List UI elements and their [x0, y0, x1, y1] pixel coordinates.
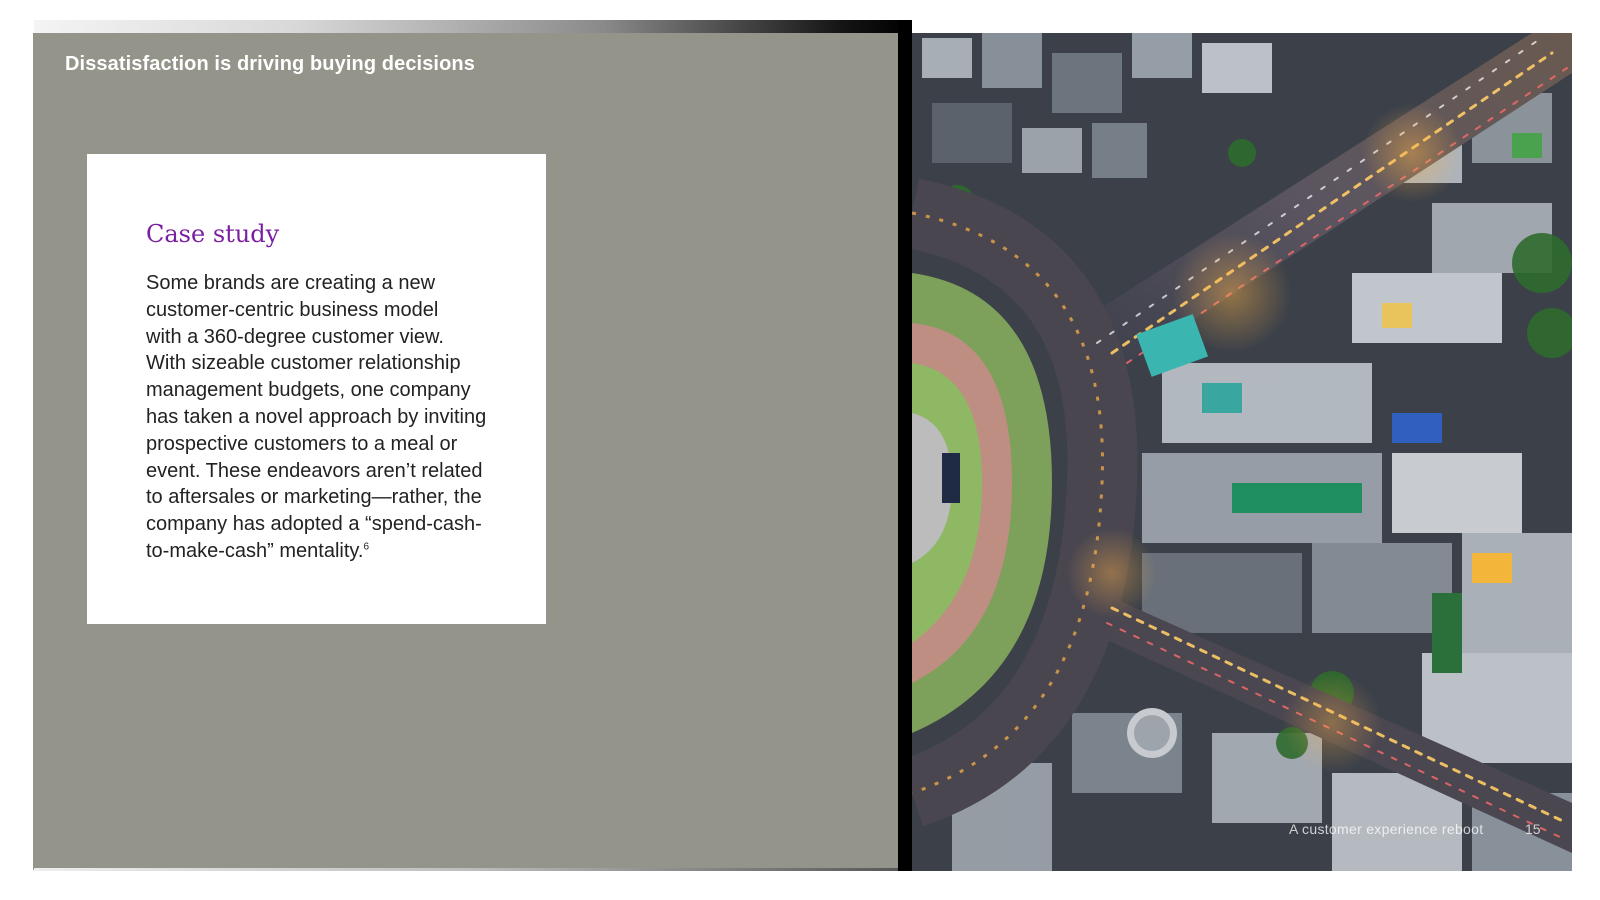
case-study-body [146, 270, 506, 565]
body-line: Some brands are creating a new [146, 272, 436, 294]
body-line: company has adopted a “spend-cash- [146, 513, 482, 536]
aerial-city-photo [912, 33, 1572, 871]
page-number: 15 [1525, 821, 1541, 837]
footnote-marker: 6 [363, 541, 370, 553]
body-line: customer-centric business model [146, 298, 439, 321]
top-gradient-strip [34, 20, 910, 34]
body-line: management budgets, one company [146, 379, 471, 402]
body-line: to-make-cash” mentality. [146, 539, 364, 562]
panel-divider [898, 20, 912, 871]
body-line: with a 360-degree customer view. [146, 325, 444, 348]
footer-publication-title: A customer experience reboot [1289, 821, 1484, 837]
body-line: has taken a novel approach by inviting [146, 405, 487, 428]
bottom-gradient-strip [34, 868, 910, 871]
body-line: event. These endeavors aren’t related [146, 459, 483, 482]
body-line: to aftersales or marketing—rather, the [146, 486, 482, 509]
case-study-heading: Case study [146, 220, 280, 248]
slide-title: Dissatisfaction is driving buying decisions [65, 53, 475, 75]
body-line: prospective customers to a meal or [146, 432, 458, 455]
case-study-card [87, 154, 546, 624]
body-line: With sizeable customer relationship [146, 352, 461, 375]
